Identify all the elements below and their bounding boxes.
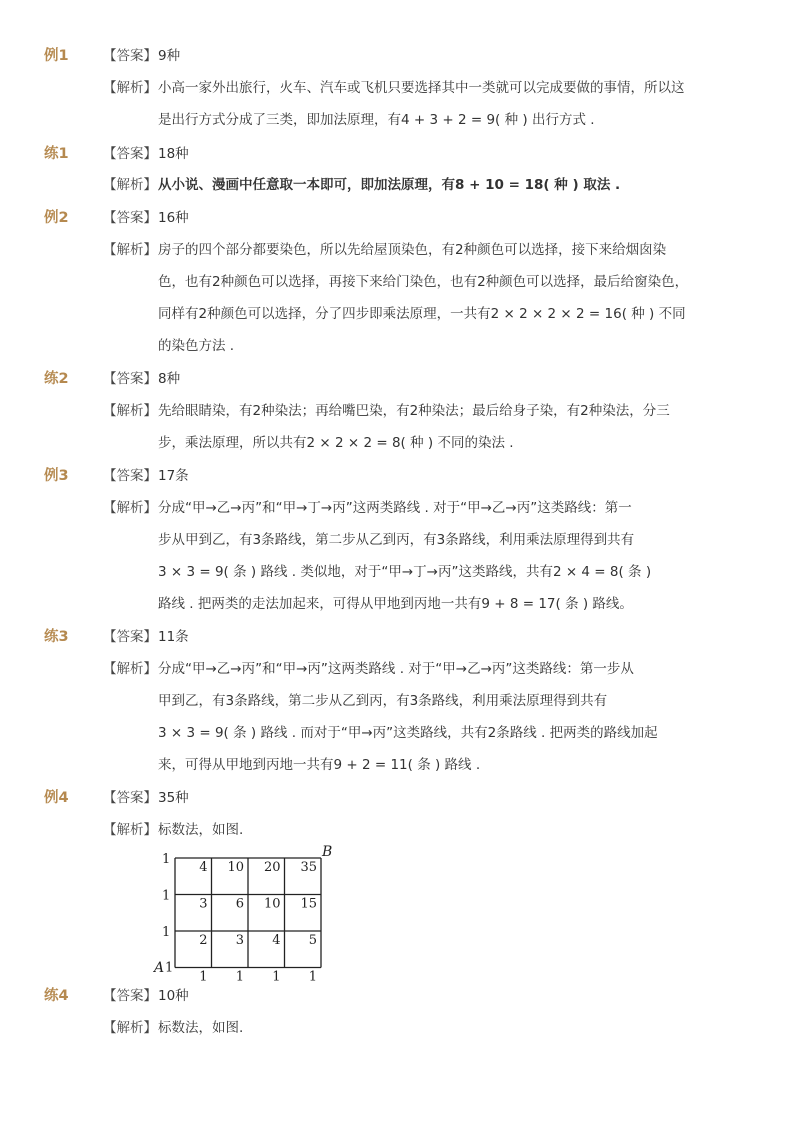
answer-label: 【答案】 — [103, 988, 157, 1004]
grid-count-label: 1 — [235, 969, 244, 982]
grid-count-label: 1 — [162, 925, 171, 940]
grid-corner-a: A — [154, 960, 165, 976]
analysis-line: 分成“甲→乙→丙”和“甲→丙”这两类路线 . 对于“甲→乙→丙”这类路线：第一步从 — [158, 661, 634, 677]
answer-value: 35种 — [158, 790, 189, 806]
analysis-line: 3 × 3 = 9( 条 ) 路线 . 类似地，对于“甲→丁→丙”这类路线，共有2 × 4 = 8( 条 ) — [158, 564, 652, 580]
answer-label: 【答案】 — [103, 468, 157, 484]
answer-label: 【答案】 — [103, 210, 157, 226]
grid-count-label: 10 — [227, 860, 244, 875]
answer-value: 18种 — [158, 146, 189, 162]
answer-value: 11条 — [158, 629, 189, 645]
analysis-line: 路线 . 把两类的走法加起来，可得从甲地到丙地一共有9 + 8 = 17( 条 ) 路线。 — [158, 596, 633, 612]
analysis-line: 从小说、漫画中任意取一本即可，即加法原理，有8 + 10 = 18( 种 ) 取法 . — [158, 177, 621, 193]
entry-tag: 练3 — [44, 629, 69, 645]
grid-count-label: 15 — [300, 896, 317, 912]
analysis-label: 【解析】 — [103, 661, 157, 677]
entry-tag: 例2 — [44, 210, 69, 226]
answer-label: 【答案】 — [103, 371, 157, 387]
answer-label: 【答案】 — [103, 790, 157, 806]
analysis-line: 是出行方式分成了三类，即加法原理，有4 + 3 + 2 = 9( 种 ) 出行方式 . — [158, 112, 595, 128]
analysis-line: 的染色方法 . — [158, 338, 235, 354]
analysis-line: 标数法，如图. — [158, 1020, 244, 1036]
entry-tag: 练4 — [44, 988, 69, 1004]
entry-tag: 例1 — [44, 48, 69, 64]
answer-value: 17条 — [158, 468, 189, 484]
analysis-label: 【解析】 — [103, 500, 157, 516]
grid-count-label: 5 — [308, 933, 317, 948]
entry-tag: 练2 — [44, 371, 69, 387]
analysis-line: 同样有2种颜色可以选择，分了四步即乘法原理，一共有2 × 2 × 2 × 2 = 16( 种 ) 不同 — [158, 306, 686, 322]
analysis-line: 房子的四个部分都要染色，所以先给屋顶染色，有2种颜色可以选择，接下来给烟囱染 — [158, 242, 667, 258]
analysis-line: 步，乘法原理，所以共有2 × 2 × 2 = 8( 种 ) 不同的染法 . — [158, 435, 514, 451]
analysis-line: 先给眼睛染，有2种染法；再给嘴巴染，有2种染法；最后给身子染，有2种染法，分三 — [158, 403, 670, 419]
grid-count-label: 4 — [199, 860, 208, 875]
entry-tag: 例3 — [44, 468, 69, 484]
analysis-line: 标数法，如图. — [158, 822, 244, 838]
grid-count-label: 1 — [308, 969, 317, 982]
entry-tag: 例4 — [44, 790, 69, 806]
analysis-line: 步从甲到乙，有3条路线，第二步从乙到丙，有3条路线，利用乘法原理得到共有 — [158, 532, 635, 548]
grid-count-label: 1 — [272, 969, 281, 982]
analysis-line: 色，也有2种颜色可以选择，再接下来给门染色，也有2种颜色可以选择，最后给窗染色， — [158, 274, 689, 290]
grid-figure-svg — [150, 842, 340, 982]
answer-value: 8种 — [158, 371, 181, 387]
answer-value: 10种 — [158, 988, 189, 1004]
analysis-label: 【解析】 — [103, 242, 157, 258]
answer-label: 【答案】 — [103, 146, 157, 162]
grid-count-label: 20 — [263, 860, 281, 875]
analysis-label: 【解析】 — [103, 1020, 157, 1036]
entry-tag: 练1 — [44, 146, 69, 162]
grid-labels — [162, 852, 317, 982]
analysis-label: 【解析】 — [103, 177, 157, 193]
grid-count-label: 35 — [300, 860, 317, 875]
answer-label: 【答案】 — [103, 629, 157, 645]
analysis-line: 3 × 3 = 9( 条 ) 路线 . 而对于“甲→丙”这类路线，共有2条路线 . 把两类的路线加起 — [158, 725, 658, 741]
grid-corner-b: B — [322, 844, 333, 860]
answer-value: 16种 — [158, 210, 189, 226]
grid-count-label: 3 — [199, 896, 208, 912]
analysis-line: 甲到乙，有3条路线，第二步从乙到丙，有3条路线，利用乘法原理得到共有 — [158, 693, 608, 709]
analysis-line: 小高一家外出旅行，火车、汽车或飞机只要选择其中一类就可以完成要做的事情，所以这 — [158, 80, 685, 96]
analysis-label: 【解析】 — [103, 403, 157, 419]
grid-count-label: 1 — [162, 888, 171, 904]
answer-label: 【答案】 — [103, 48, 157, 64]
grid-count-label: 10 — [263, 896, 281, 912]
answer-value: 9种 — [158, 48, 181, 64]
grid-count-label: 1 — [165, 960, 174, 976]
grid-count-label: 1 — [199, 969, 208, 982]
analysis-line: 来，可得从甲地到丙地一共有9 + 2 = 11( 条 ) 路线 . — [158, 757, 481, 773]
analysis-label: 【解析】 — [103, 80, 157, 96]
grid-count-label: 6 — [235, 896, 244, 912]
grid-count-label: 1 — [162, 852, 171, 867]
analysis-label: 【解析】 — [103, 822, 157, 838]
grid-lines — [175, 858, 321, 968]
grid-count-label: 2 — [199, 933, 208, 948]
grid-figure — [150, 842, 340, 982]
grid-count-label: 3 — [235, 933, 244, 948]
grid-count-label: 4 — [272, 933, 281, 948]
analysis-line: 分成“甲→乙→丙”和“甲→丁→丙”这两类路线 . 对于“甲→乙→丙”这类路线：第一 — [158, 500, 632, 516]
